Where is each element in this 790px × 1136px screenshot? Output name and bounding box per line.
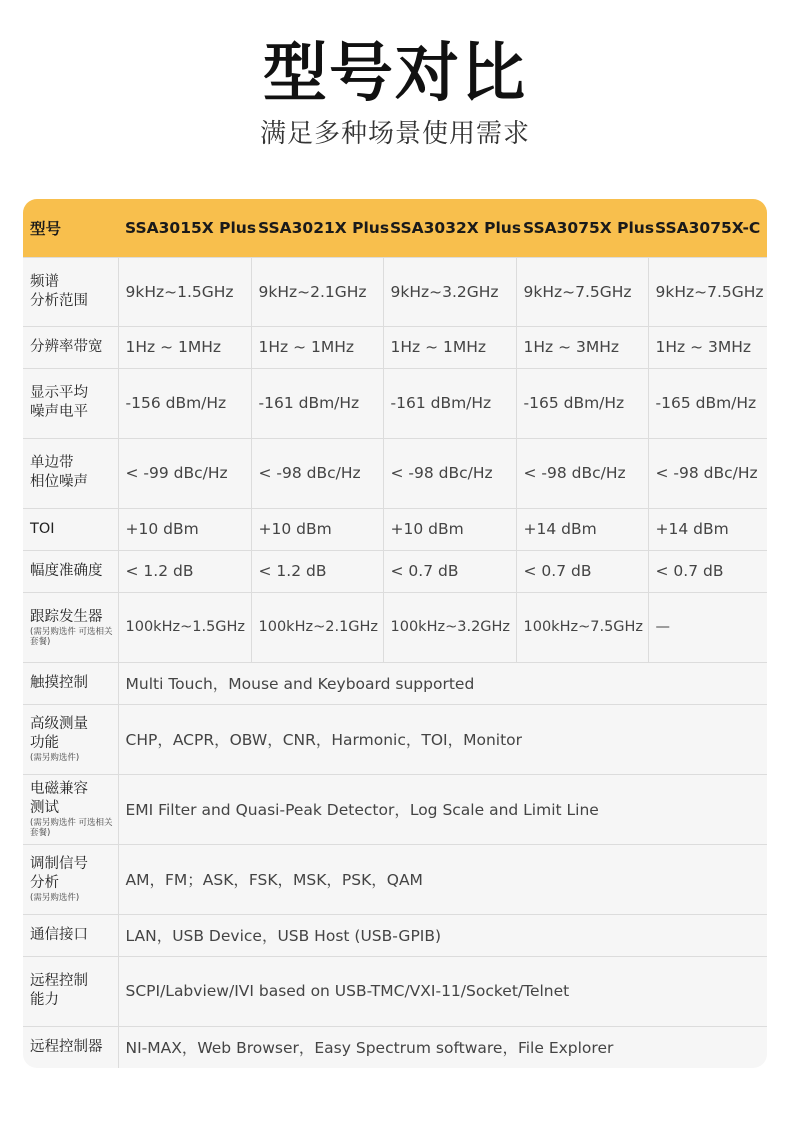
table-cell: -165 dBm/Hz: [648, 368, 767, 438]
table-cell: 100kHz~3.2GHz: [383, 592, 516, 662]
table-row: [23, 550, 767, 592]
label-line: 能力: [30, 992, 59, 1008]
option-note: (需另购选件): [30, 893, 80, 903]
table-cell: 1Hz ~ 1MHz: [251, 326, 383, 368]
table-cell: CHP，ACPR，OBW，CNR，Harmonic，TOI，Monitor: [118, 704, 767, 774]
table-row: [23, 368, 767, 438]
label-line: 远程控制: [30, 973, 88, 989]
label-line: 跟踪发生器: [30, 608, 103, 625]
table-cell: 1Hz ~ 3MHz: [648, 326, 767, 368]
table-cell: +14 dBm: [648, 508, 767, 550]
table-cell: < 1.2 dB: [251, 550, 383, 592]
label-line: 电磁兼容: [30, 781, 88, 797]
table-cell: 100kHz~7.5GHz: [516, 592, 648, 662]
table-cell: < 0.7 dB: [516, 550, 648, 592]
table-cell: < 1.2 dB: [118, 550, 251, 592]
table-cell: SCPI/Labview/IVI based on USB-TMC/VXI-11/Socket/Telnet: [118, 956, 767, 1026]
table-cell: -161 dBm/Hz: [383, 368, 516, 438]
row-label-emc-test: [23, 774, 118, 844]
table-cell: +10 dBm: [118, 508, 251, 550]
table-cell: 100kHz~1.5GHz: [118, 592, 251, 662]
row-label-frequency-range: [23, 257, 118, 326]
table-row: [23, 704, 767, 774]
row-label-phase-noise: [23, 438, 118, 508]
table-cell: Multi Touch，Mouse and Keyboard supported: [118, 662, 767, 704]
row-label-remote-controller: 远程控制器: [23, 1026, 118, 1068]
label-line: 功能: [30, 735, 59, 751]
table-cell: LAN，USB Device，USB Host (USB-GPIB): [118, 914, 767, 956]
table-row: [23, 326, 767, 368]
table-cell: +14 dBm: [516, 508, 648, 550]
header-cell-model: 型号: [30, 219, 62, 238]
label-line: 单边带: [30, 455, 74, 471]
table-cell: 1Hz ~ 1MHz: [118, 326, 251, 368]
table-row: [23, 956, 767, 1026]
row-label-toi: TOI: [23, 508, 118, 550]
table-cell: -156 dBm/Hz: [118, 368, 251, 438]
label-line: 测试: [30, 800, 59, 816]
header-cell-ssa3032x-plus: SSA3032X Plus: [390, 218, 522, 237]
table-row: [23, 1026, 767, 1068]
label-line: 噪声电平: [30, 404, 88, 420]
label-line: 相位噪声: [30, 474, 88, 490]
label-line: 调制信号: [30, 856, 88, 872]
table-cell: 1Hz ~ 1MHz: [383, 326, 516, 368]
header-cell-ssa3075x-plus: SSA3075X Plus: [523, 218, 655, 237]
label-line: 高级测量: [30, 716, 88, 732]
table-cell: 9kHz~3.2GHz: [383, 257, 516, 326]
row-label-danl: [23, 368, 118, 438]
table-cell: 1Hz ~ 3MHz: [516, 326, 648, 368]
table-cell: < -99 dBc/Hz: [118, 438, 251, 508]
row-label-touch-control: 触摸控制: [23, 662, 118, 704]
table-cell: < -98 dBc/Hz: [383, 438, 516, 508]
option-note: (需另购选件): [30, 753, 80, 763]
label-line: 分析: [30, 875, 59, 891]
row-label-amplitude-accuracy: 幅度准确度: [23, 550, 118, 592]
table-cell: 9kHz~2.1GHz: [251, 257, 383, 326]
table-cell: EMI Filter and Quasi-Peak Detector，Log Scale and Limit Line: [118, 774, 767, 844]
page-subtitle: 满足多种场景使用需求: [259, 119, 530, 149]
table-cell: +10 dBm: [383, 508, 516, 550]
page-title: 型号对比: [263, 37, 527, 111]
table-row: [23, 592, 767, 662]
comparison-table: [23, 199, 767, 1068]
table-cell: 9kHz~1.5GHz: [118, 257, 251, 326]
header-cell-ssa3075x-c: SSA3075X-C: [655, 218, 761, 237]
row-label-rbw: 分辨率带宽: [23, 326, 118, 368]
table-cell: 9kHz~7.5GHz: [516, 257, 648, 326]
table-cell: NI-MAX，Web Browser，Easy Spectrum software，File Explorer: [118, 1026, 767, 1068]
table-cell: < -98 dBc/Hz: [648, 438, 767, 508]
table-cell: —: [648, 592, 767, 662]
label-line: 分析范围: [30, 292, 88, 309]
table-row: [23, 914, 767, 956]
row-label-remote-capability: [23, 956, 118, 1026]
table-cell: < 0.7 dB: [383, 550, 516, 592]
table-cell: 9kHz~7.5GHz: [648, 257, 767, 326]
row-label-modulation-analysis: [23, 844, 118, 914]
option-note: (需另购选件 可选相关套餐): [30, 818, 113, 838]
table-cell: < -98 dBc/Hz: [516, 438, 648, 508]
table-cell: < -98 dBc/Hz: [251, 438, 383, 508]
table-header-row: [23, 199, 767, 257]
row-label-advanced-measurement: [23, 704, 118, 774]
table-cell: +10 dBm: [251, 508, 383, 550]
table-cell: 100kHz~2.1GHz: [251, 592, 383, 662]
table-row: [23, 508, 767, 550]
table-row: [23, 662, 767, 704]
table-cell: AM，FM；ASK，FSK，MSK，PSK，QAM: [118, 844, 767, 914]
table-row: [23, 438, 767, 508]
table-cell: < 0.7 dB: [648, 550, 767, 592]
table-row: [23, 257, 767, 326]
label-line: 显示平均: [30, 385, 88, 401]
row-label-interface: 通信接口: [23, 914, 118, 956]
table-row: [23, 844, 767, 914]
option-note: (需另购选件 可选相关套餐): [30, 626, 113, 647]
header-cell-ssa3015x-plus: SSA3015X Plus: [125, 218, 257, 237]
header-cell-ssa3021x-plus: SSA3021X Plus: [258, 218, 390, 237]
row-label-tracking-generator: [23, 592, 118, 662]
table-cell: -165 dBm/Hz: [516, 368, 648, 438]
table-row: [23, 774, 767, 844]
table-cell: -161 dBm/Hz: [251, 368, 383, 438]
label-line: 频谱: [30, 273, 59, 290]
